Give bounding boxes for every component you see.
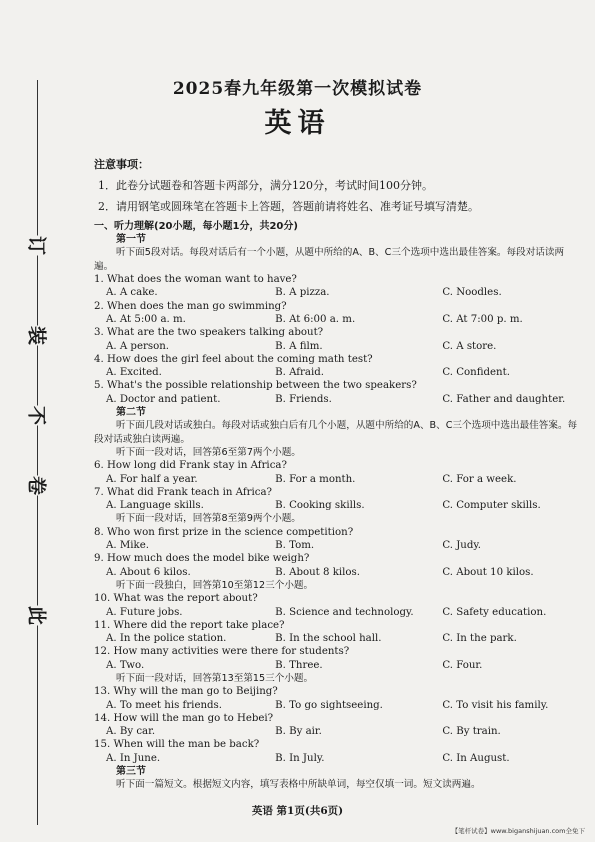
option-c: C. Computer skills. [442, 500, 541, 512]
sub-instruction: 听下面一段对话，回答第6至第7两个小题。 [116, 446, 301, 458]
option-a: A. At 5:00 a. m. [106, 313, 186, 325]
option-a: A. A cake. [106, 287, 158, 299]
option-row [94, 340, 580, 353]
option-b: B. Afraid. [275, 367, 325, 379]
option-a: A. Two. [106, 659, 145, 671]
binding-char: 此 [25, 606, 52, 626]
option-row [94, 313, 580, 326]
option-row [94, 539, 580, 552]
part-instruction: 听下面一篇短文。根据短文内容，填写表格中所缺单词，每空仅填一词。短文读两遍。 [116, 779, 481, 791]
question-stem: 15. When will the man be back? [94, 739, 260, 751]
option-a: A. Doctor and patient. [106, 393, 221, 405]
option-b: B. A pizza. [275, 287, 330, 299]
option-c: C. Judy. [442, 540, 482, 552]
question-stem: 1. What does the woman want to have? [94, 274, 297, 286]
sub-instruction: 听下面一段对话，回答第13至第15三个小题。 [116, 672, 314, 684]
option-b: B. To go sightseeing. [275, 699, 383, 711]
question-stem: 11. Where did the report take place? [94, 619, 285, 631]
question-group [94, 592, 580, 672]
note-item: 2．请用钢笔或圆珠笔在答题卡上答题，答题前请将姓名、准考证号填写清楚。 [98, 199, 479, 213]
option-a: A. In June. [106, 752, 161, 764]
option-a: A. Future jobs. [106, 606, 183, 618]
option-c: C. To visit his family. [442, 699, 549, 711]
option-b: B. A film. [275, 340, 323, 352]
option-row [94, 499, 580, 512]
exam-content [94, 158, 580, 792]
option-b: B. In the school hall. [275, 633, 382, 645]
question-stem: 2. When does the man go swimming? [94, 300, 287, 312]
watermark: 【笔杆试卷】www.biganshijuan.com全免下 [451, 827, 585, 835]
option-b: B. Tom. [275, 540, 315, 552]
option-a: A. A person. [106, 340, 170, 352]
question-stem: 12. How many activities were there for students? [94, 646, 350, 658]
binding-char: 卷 [25, 476, 52, 496]
option-row [94, 725, 580, 738]
option-c: C. Father and daughter. [442, 393, 566, 405]
option-c: C. Confident. [442, 367, 510, 379]
question-stem: 10. What was the report about? [94, 593, 258, 605]
question-stem: 14. How will the man go to Hebei? [94, 712, 274, 724]
part-title: 第一节 [116, 234, 146, 246]
option-b: B. By air. [275, 726, 322, 738]
question-stem: 5. What's the possible relationship between the two speakers? [94, 380, 417, 392]
binding-char: 装 [25, 326, 52, 346]
option-c: C. In August. [442, 752, 510, 764]
part-instruction: 听下面几段对话或独白。每段对话或独白后有几个小题，从题中所给的A、B、C三个选项中选出最佳答案。每段对话或独白读两遍。 [94, 420, 578, 445]
exam-title: 2025春九年级第一次模拟试卷 [172, 79, 423, 99]
subject-title: 英语 [264, 108, 331, 139]
binding-char: 不 [25, 406, 52, 426]
option-c: C. A store. [442, 340, 497, 352]
option-c: C. Safety education. [442, 606, 547, 618]
binding-line [37, 80, 38, 825]
option-b: B. For a month. [275, 473, 356, 485]
option-b: B. In July. [275, 752, 325, 764]
option-a: A. To meet his friends. [106, 699, 223, 711]
question-group [94, 685, 580, 765]
question-stem: 4. How does the girl feel about the coming math test? [94, 353, 373, 365]
option-a: A. In the police station. [106, 633, 227, 645]
option-row [94, 699, 580, 712]
option-b: B. Friends. [275, 393, 332, 405]
option-b: B. At 6:00 a. m. [275, 313, 356, 325]
option-b: B. Science and technology. [275, 606, 414, 618]
option-row [94, 752, 580, 765]
option-b: B. Three. [275, 659, 323, 671]
part-title: 第三节 [116, 766, 146, 778]
option-row [94, 366, 580, 379]
option-a: A. Language skills. [106, 500, 204, 512]
option-c: C. About 10 kilos. [442, 566, 534, 578]
option-row [94, 393, 580, 406]
question-stem: 3. What are the two speakers talking about? [94, 327, 324, 339]
option-b: B. Cooking skills. [275, 500, 365, 512]
option-a: A. Mike. [106, 540, 149, 552]
option-row [94, 473, 580, 486]
question-group [94, 273, 580, 406]
question-stem: 6. How long did Frank stay in Africa? [94, 460, 287, 472]
sub-instruction: 听下面一段独白，回答第10至第12三个小题。 [116, 579, 314, 591]
option-c: C. By train. [442, 726, 501, 738]
notes-heading: 注意事项： [94, 158, 149, 171]
binding-char: 订 [25, 236, 52, 256]
option-b: B. About 8 kilos. [275, 566, 361, 578]
option-c: C. For a week. [442, 473, 517, 485]
option-row [94, 632, 580, 645]
section-title: 一、听力理解(20小题，每小题1分，共20分) [94, 220, 298, 232]
question-stem: 13. Why will the man go to Beijing? [94, 686, 278, 698]
option-row [94, 606, 580, 619]
option-a: A. Excited. [106, 367, 162, 379]
question-group [94, 459, 580, 512]
part-title: 第二节 [116, 407, 146, 419]
option-c: C. In the park. [442, 633, 517, 645]
question-stem: 9. How much does the model bike weigh? [94, 553, 310, 565]
part-instruction: 听下面5段对话。每段对话后有一个小题，从题中所给的A、B、C三个选项中选出最佳答案。每段对话读两遍。 [94, 247, 565, 272]
option-row [94, 566, 580, 579]
option-c: C. At 7:00 p. m. [442, 313, 523, 325]
option-row [94, 286, 580, 299]
option-a: A. By car. [106, 726, 156, 738]
option-a: A. About 6 kilos. [106, 566, 191, 578]
question-stem: 7. What did Frank teach in Africa? [94, 486, 272, 498]
option-c: C. Four. [442, 659, 483, 671]
option-c: C. Noodles. [442, 287, 502, 299]
option-row [94, 659, 580, 672]
page-footer: 英语 第1页(共6页) [251, 805, 344, 817]
note-item: 1．此卷分试题卷和答题卡两部分，满分120分，考试时间100分钟。 [98, 179, 433, 193]
question-stem: 8. Who won first prize in the science competition? [94, 526, 354, 538]
question-group [94, 526, 580, 579]
option-a: A. For half a year. [106, 473, 198, 485]
sub-instruction: 听下面一段对话，回答第8至第9两个小题。 [116, 513, 301, 525]
